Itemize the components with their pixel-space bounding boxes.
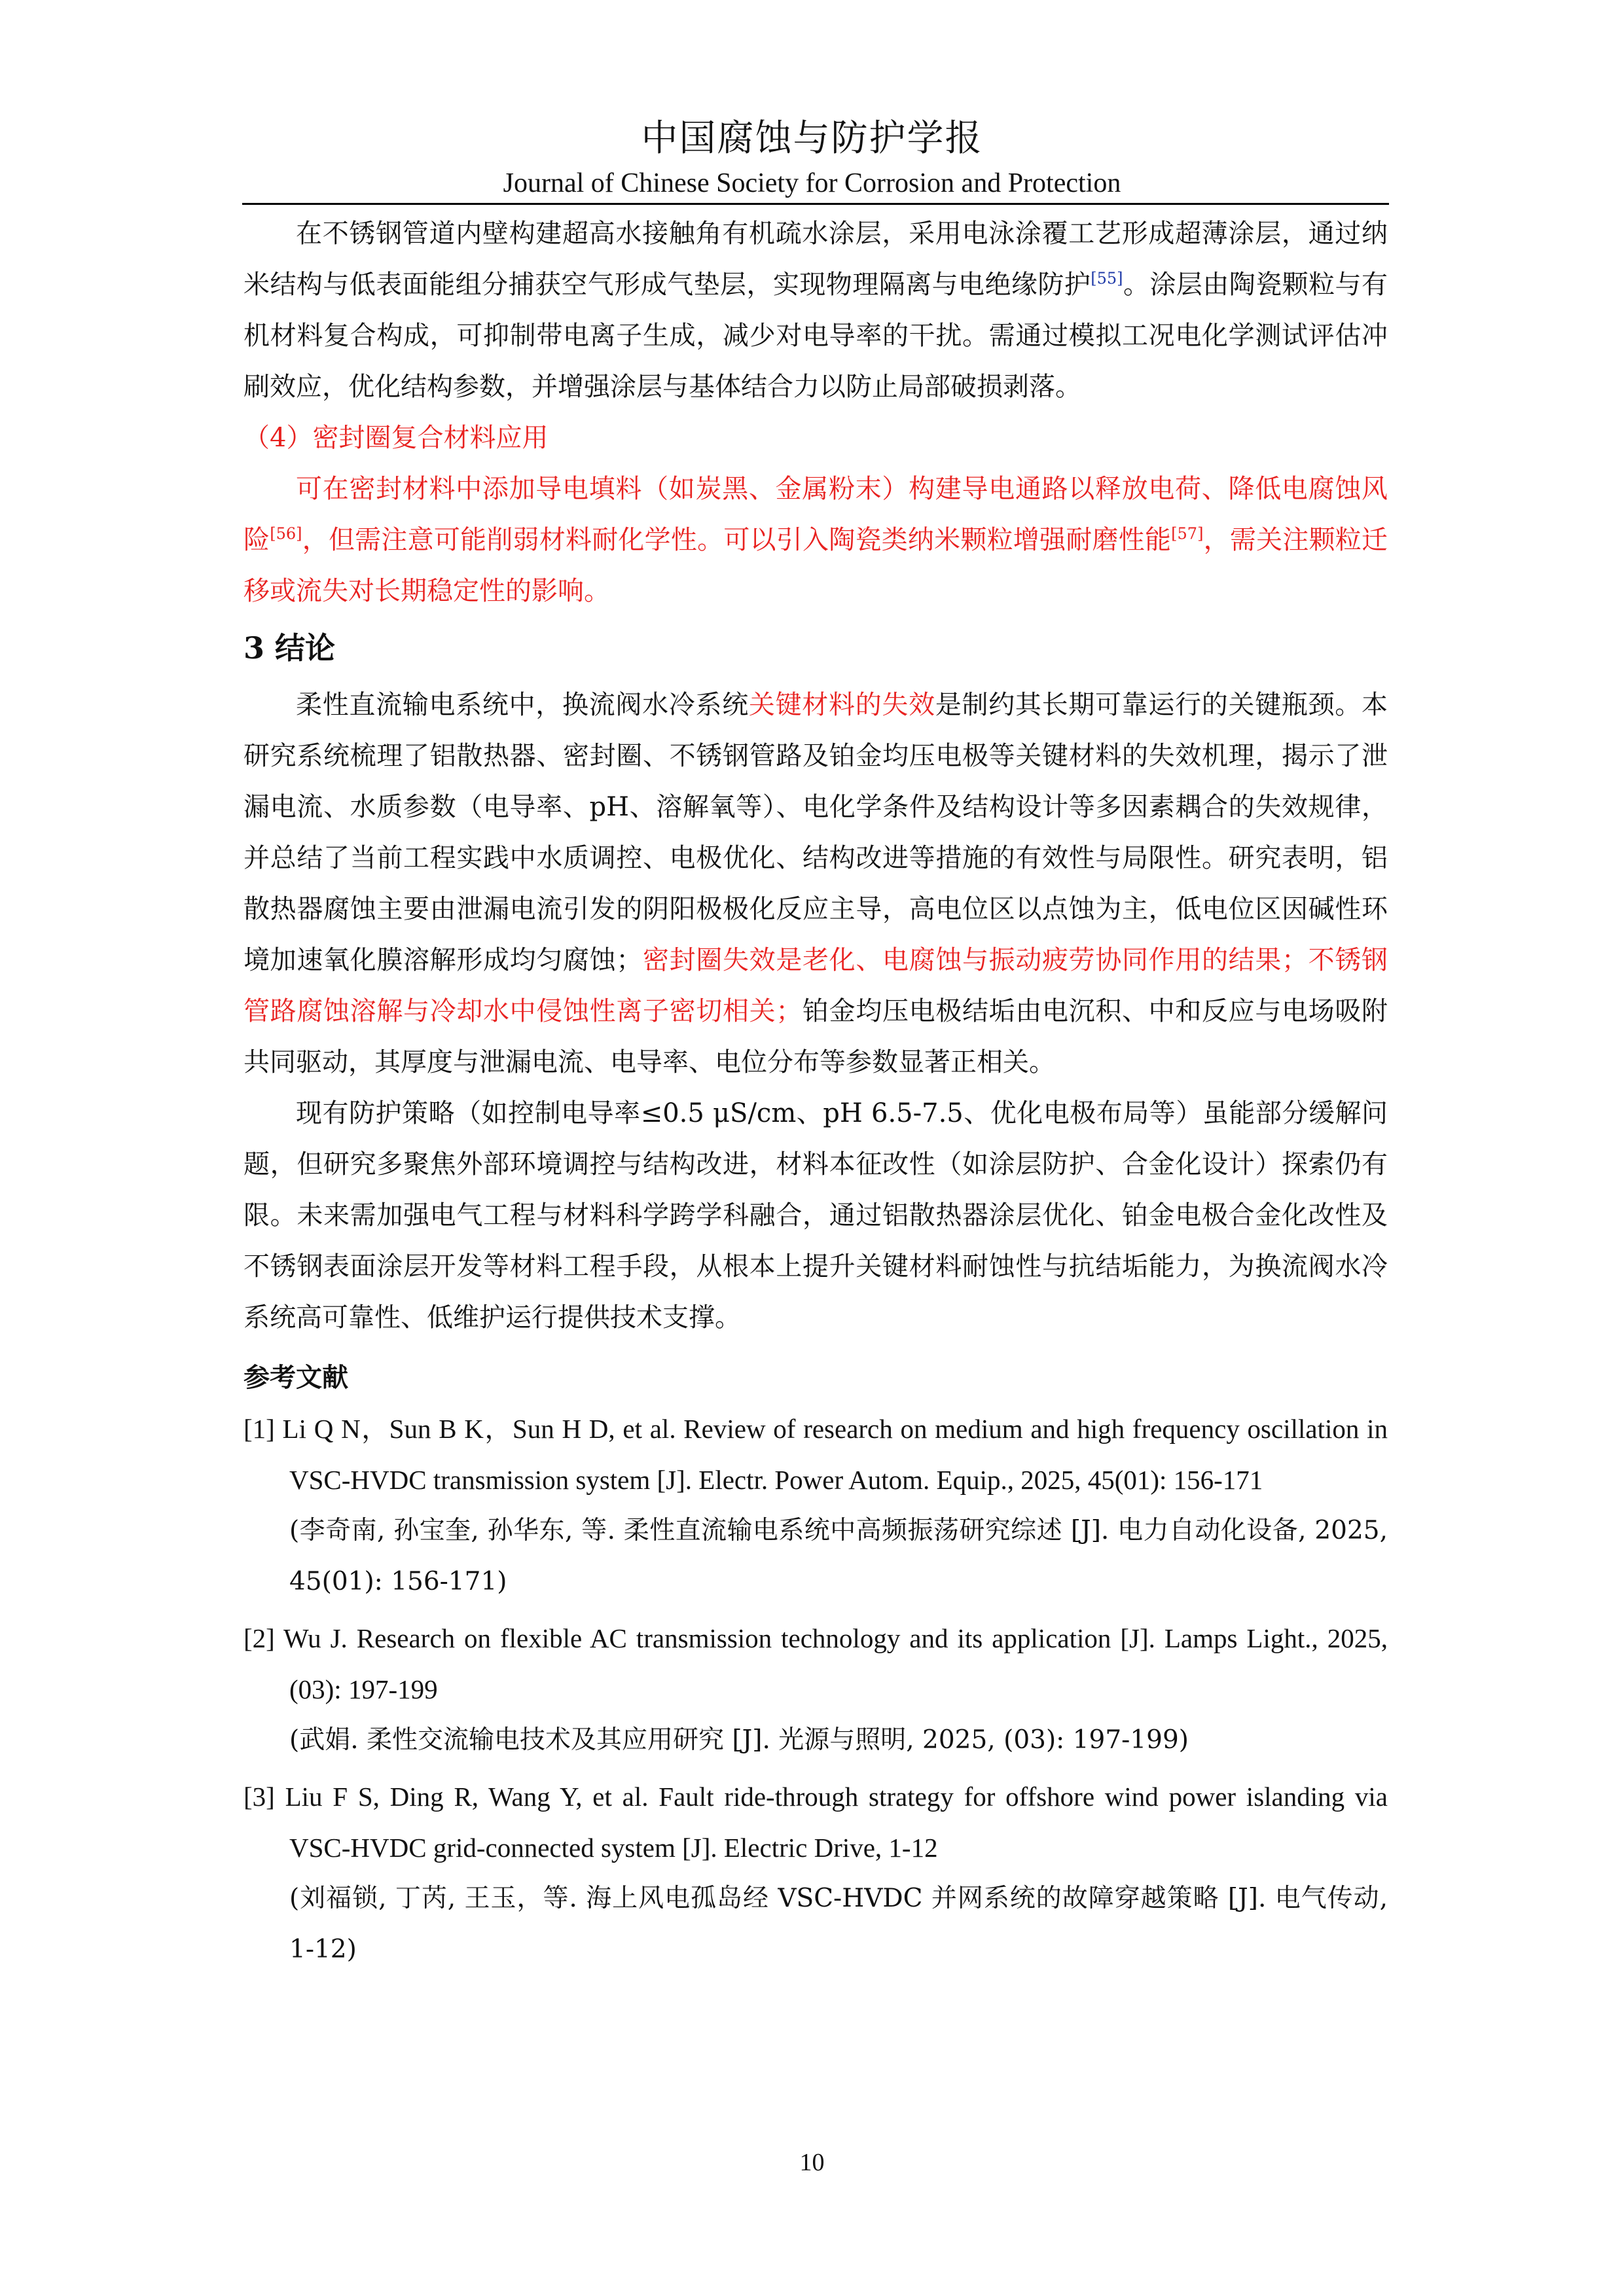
paragraph-conclusion-1 [244,679,1388,1088]
reference-item [244,1613,1388,1766]
paragraph-text: ，需关注颗粒迁移或流失对长期稳定性的影响。 [244,525,1388,606]
paragraph-text: 铂金均压电极结垢由电沉积、中和反应与电场吸附共同驱动，其厚度与泄漏电流、电导率、电位分布等参数显著正相关。 [244,996,1388,1077]
reference-english: [1] Li Q N，Sun B K，Sun H D, et al. Review of research on medium and high frequency oscillation in VSC-HVDC transmission system [J]. Electr. Power Autom. Equip., 2025, 45(01): 156-171 [244,1414,1388,1495]
citation-link[interactable]: [55] [1091,269,1123,288]
paragraph-text: 柔性直流输电系统中，换流阀水冷系统 [296,690,749,720]
page-number: 10 [799,2149,825,2176]
paragraph-text: 。涂层由陶瓷颗粒与有机材料复合构成，可抑制带电离子生成，减少对电导率的干扰。需通过模拟工况电化学测试评估冲刷效应，优化结构参数，并增强涂层与基体结合力以防止局部破损剥落。 [244,270,1388,402]
paragraph-text: 可在密封材料中添加导电填料（如炭黑、金属粉末）构建导电通路以释放电荷、降低电腐蚀风险 [244,474,1388,555]
reference-english: [2] Wu J. Research on flexible AC transmission technology and its application [J]. Lamps Light., 2025, (03): 197-199 [244,1623,1388,1704]
journal-title-en: Journal of Chinese Society for Corrosion and Protection [503,168,1121,198]
journal-title-cn: 中国腐蚀与防护学报 [641,117,983,160]
reference-chinese: (李奇南, 孙宝奎, 孙华东, 等. 柔性直流输电系统中高频振荡研究综述 [J]. 电力自动化设备, 2025, 45(01): 156-171) [289,1516,1388,1596]
section-title-conclusion: 3 结论 [244,630,336,666]
citation-link[interactable]: [57] [1171,524,1204,543]
reference-english: [3] Liu F S, Ding R, Wang Y, et al. Fault ride-through strategy for offshore wind power islanding via VSC-HVDC grid-connected system [J]. Electric Drive, 1-12 [244,1782,1388,1863]
paragraph-coating [244,208,1388,412]
paragraph-text: 是制约其长期可靠运行的关键瓶颈。本研究系统梳理了铝散热器、密封圈、不锈钢管路及铂金均压电极等关键材料的失效机理，揭示了泄漏电流、水质参数（电导率、pH、溶解氧等）、电化学条件及结构设计等多因素耦合的失效规律，并总结了当前工程实践中水质调控、电极优化、结构改进等措施的有效性与局限性。研究表明，铝散热器腐蚀主要由泄漏电流引发的阴阳极极化反应主导，高电位区以点蚀为主，低电位区因碱性环境加速氧化膜溶解形成均匀腐蚀； [244,690,1388,975]
reference-item [244,1403,1388,1607]
paragraph-conclusion-2: 现有防护策略（如控制电导率≤0.5 μS/cm、pH 6.5-7.5、优化电极布局等）虽能部分缓解问题，但研究多聚焦外部环境调控与结构改进，材料本征改性（如涂层防护、合金化设计）探索仍有限。未来需加强电气工程与材料科学跨学科融合，通过铝散热器涂层优化、铂金电极合金化改性及不锈钢表面涂层开发等材料工程手段，从根本上提升关键材料耐蚀性与抗结垢能力，为换流阀水冷系统高可靠性、低维护运行提供技术支撑。 [244,1098,1388,1333]
highlighted-text: 密封圈失效是老化、电腐蚀与振动疲劳协同作用的结果；不锈钢管路腐蚀溶解与冷却水中侵蚀性离子密切相关； [244,945,1388,1026]
journal-header [0,113,1624,202]
references-heading: 参考文献 [244,1362,348,1393]
article-body [244,208,1388,1975]
paragraph-text: ，但需注意可能削弱材料耐化学性。可以引入陶瓷类纳米颗粒增强耐磨性能 [302,525,1172,555]
citation-link[interactable]: [56] [270,524,302,543]
paragraph-text: 在不锈钢管道内壁构建超高水接触角有机疏水涂层，采用电泳涂覆工艺形成超薄涂层，通过纳米结构与低表面能组分捕获空气形成气垫层，实现物理隔离与电绝缘防护 [244,219,1388,300]
reference-item [244,1771,1388,1975]
header-rule [242,203,1389,205]
subheading-seal-composite: （4）密封圈复合材料应用 [244,423,549,453]
reference-chinese: (刘福锁, 丁芮, 王玉，等. 海上风电孤岛经 VSC-HVDC 并网系统的故障穿越策略 [J]. 电气传动, 1-12) [289,1884,1388,1964]
reference-chinese: (武娟. 柔性交流输电技术及其应用研究 [J]. 光源与照明, 2025, (03): 197-199) [289,1725,1189,1755]
highlighted-text: 关键材料的失效 [748,690,935,720]
paragraph-seal-composite [244,463,1388,617]
